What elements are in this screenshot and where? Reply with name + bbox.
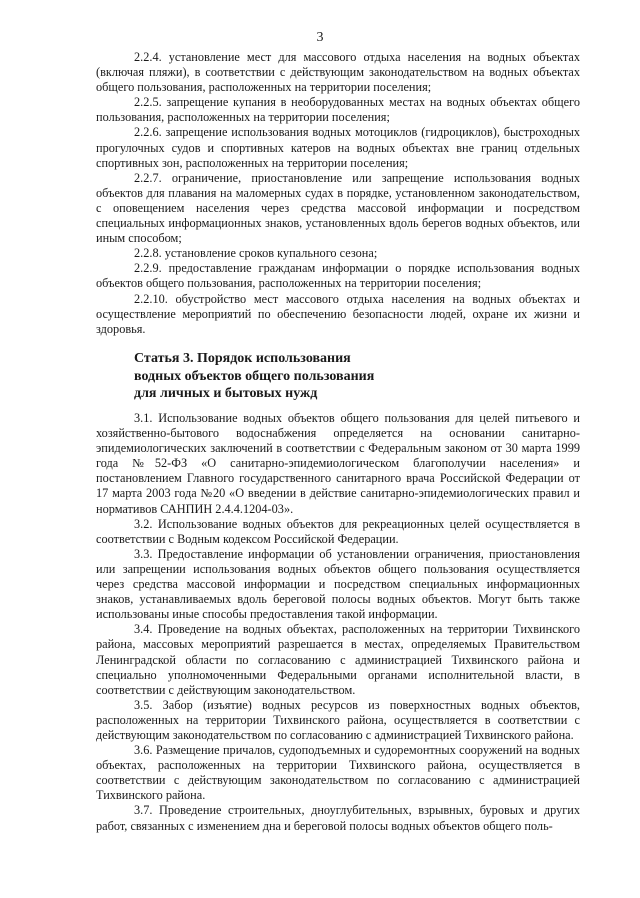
list-item: 2.2.6. запрещение использования водных мотоциклов (гидроциклов), быстроходных прогулочных судов и спортивных катеров на водных объектах вне границ отдельных спортивных зон, расположенных на территории поселения; bbox=[96, 125, 580, 170]
list-item: 2.2.7. ограничение, приостановление или запрещение использования водных объектов для плавания на маломерных судах в порядке, установленном законодательством, с оповещением населения через средства массовой информации и посредством специальных информационных знаков, установленных вдоль берегов водных объектов, или иным способом; bbox=[96, 170, 580, 246]
page-number: 3 bbox=[316, 30, 324, 45]
paragraph: 3.5. Забор (изъятие) водных ресурсов из поверхностных водных объектов, расположенных на территории Тихвинского района, осуществляется в соответствии с действующим законодательством по согласованию с администрацией Тихвинского района. bbox=[96, 697, 580, 742]
list-item: 2.2.8. установление сроков купального сезона; bbox=[134, 246, 378, 261]
section-2-list bbox=[96, 50, 580, 337]
paragraph: 3.6. Размещение причалов, судоподъемных и судоремонтных сооружений на водных объектах, расположенных на территории Тихвинского района, осуществляется в соответствии с действующим законодательством по согласованию с администрацией Тихвинского района. bbox=[96, 743, 580, 803]
list-item: 2.2.4. установление мест для массового отдыха населения на водных объектах (включая пляжи), в соответствии с действующим законодательством на водных объектах общего пользования, расположенных на территории поселения; bbox=[96, 50, 580, 95]
paragraph: 3.2. Использование водных объектов для рекреационных целей осуществляется в соответствии с Водным кодексом Российской Федерации. bbox=[96, 516, 580, 546]
list-item: 2.2.5. запрещение купания в необорудованных местах на водных объектах общего пользования, расположенных на территории поселения; bbox=[96, 95, 580, 125]
paragraph: 3.1. Использование водных объектов общего пользования для целей питьевого и хозяйственно-бытового водоснабжения определяется на основании санитарно- эпидемиологических заключений в соответствии с Федеральным законом от 30 марта 1999 года №52-ФЗ «О санитарно-эпидемиологическом благополучии населения» и постановлением Главного государственного санитарного врача Российской Федерации от 17 марта 2003 года №20 «О введении в действие санитарно-эпидемиологических правил и нормативов САНПИН 2.4.4.1204-03». bbox=[96, 411, 580, 516]
heading-line: для личных и бытовых нужд bbox=[134, 386, 318, 401]
paragraph: 3.4. Проведение на водных объектах, расположенных на территории Тихвинского района, массовых мероприятий разрешается в местах, определяемых Правительством Ленинградской области по согласованию с администрацией Тихвинского района и специально уполномоченными Федеральными органами исполнительной власти, в соответствии с действующим законодательством. bbox=[96, 622, 580, 697]
heading-line: водных объектов общего пользования bbox=[134, 368, 375, 384]
list-item: 2.2.10. обустройство мест массового отдыха населения на водных объектах и осуществление мероприятий по обеспечению безопасности людей, охране их жизни и здоровья. bbox=[96, 291, 580, 336]
heading-line: Статья 3. Порядок использования bbox=[134, 351, 351, 366]
list-item: 2.2.9. предоставление гражданам информации о порядке использования водных объектов общего пользования, расположенных на территории поселения; bbox=[96, 261, 580, 291]
paragraph: 3.3. Предоставление информации об установлении ограничения, приостановления или запрещении использования водных объектов общего пользования осуществляется через средства массовой информации и посредством специальных информационных знаков, устанавливаемых вдоль береговой полосы водных объектов. Могут быть также использованы иные способы предоставления такой информации. bbox=[96, 546, 580, 622]
article-3-body bbox=[96, 411, 580, 834]
paragraph: 3.7. Проведение строительных, дноуглубительных, взрывных, буровых и других работ, связанных с изменением дна и береговой полосы водных объектов общего поль- bbox=[96, 803, 580, 833]
article-3-heading bbox=[134, 350, 534, 403]
